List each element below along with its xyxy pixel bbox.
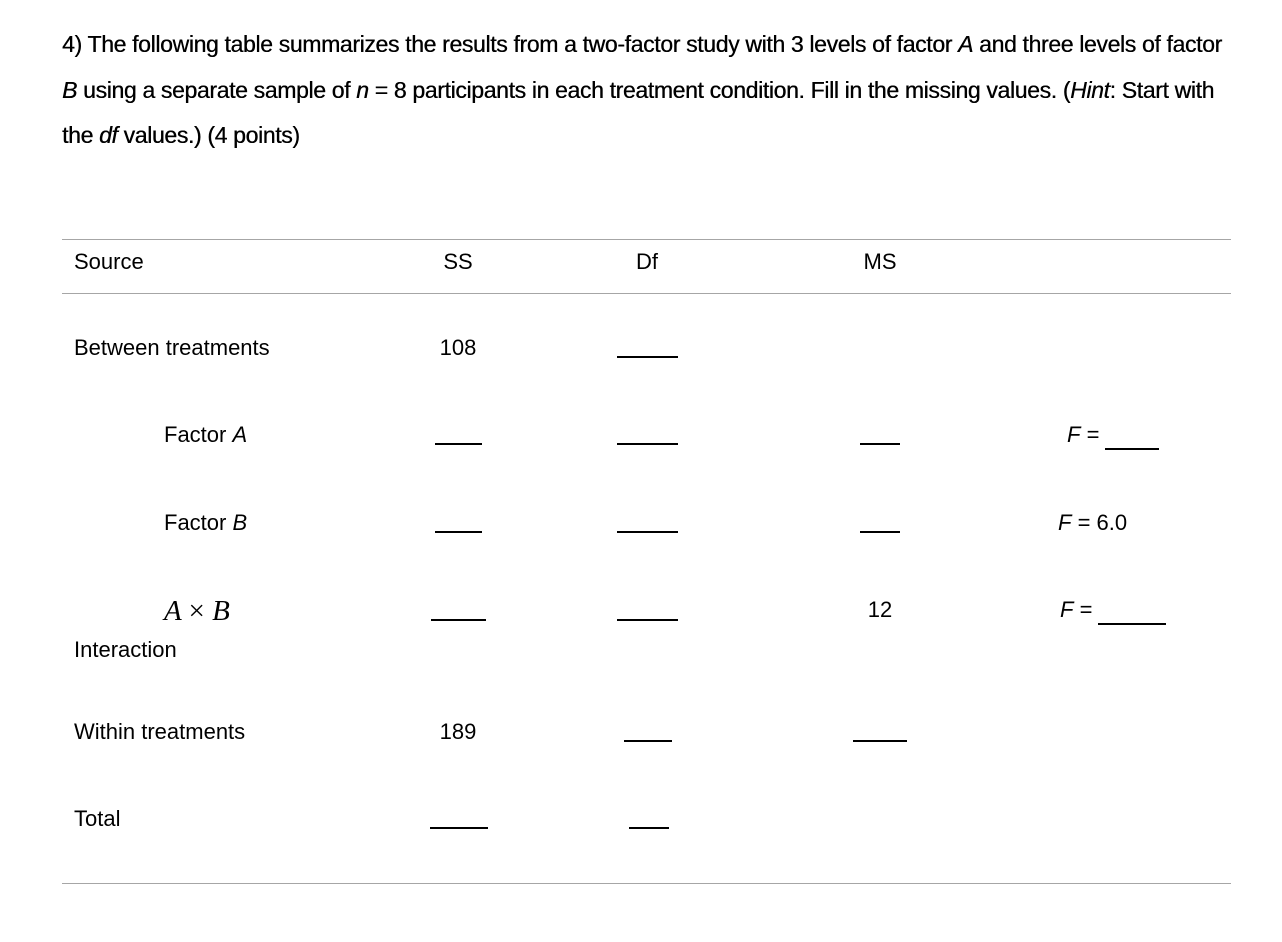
total-source: Total [74, 806, 121, 831]
header-df: Df [636, 249, 658, 274]
table-header-rule [62, 293, 1231, 294]
factor-b-f: F = 6.0 [1058, 510, 1128, 535]
within-ms-blank[interactable] [853, 740, 907, 742]
table-bottom-rule [62, 883, 1231, 884]
factor-a-source: Factor A [164, 422, 248, 447]
header-source: Source [74, 249, 144, 274]
between-ss: 108 [439, 335, 477, 360]
factor-b-ms-blank[interactable] [860, 531, 900, 533]
interaction-ms: 12 [867, 597, 893, 622]
interaction-label: Interaction [74, 637, 177, 662]
within-ss: 189 [439, 719, 477, 744]
factor-a-ms-blank[interactable] [860, 443, 900, 445]
total-df-blank[interactable] [629, 827, 669, 829]
interaction-f: F = [1060, 597, 1166, 625]
header-ms: MS [863, 249, 897, 274]
factor-a-f: F = [1067, 422, 1159, 450]
between-df-blank[interactable] [617, 356, 678, 358]
factor-b-df-blank[interactable] [617, 531, 678, 533]
table-top-rule [62, 239, 1231, 240]
interaction-df-blank[interactable] [617, 619, 678, 621]
header-ss: SS [443, 249, 473, 274]
factor-b-ss-blank[interactable] [435, 531, 482, 533]
interaction-f-blank[interactable] [1098, 623, 1166, 625]
factor-a-df-blank[interactable] [617, 443, 678, 445]
total-ss-blank[interactable] [430, 827, 488, 829]
question-text: 4) The following table summarizes the results from a two-factor study with 3 levels of factor A and three levels of factor B using a separate sample of n = 8 participants in each treatment condition. Fill in the missing values. (Hint: Start with the df values.) (4 points) [62, 31, 1222, 148]
interaction-formula: A × B [164, 595, 230, 627]
factor-a-ss-blank[interactable] [435, 443, 482, 445]
between-source: Between treatments [74, 335, 270, 360]
factor-a-f-blank[interactable] [1105, 448, 1159, 450]
factor-b-source: Factor B [164, 510, 248, 535]
within-source: Within treatments [74, 719, 246, 744]
within-df-blank[interactable] [624, 740, 672, 742]
interaction-ss-blank[interactable] [431, 619, 486, 621]
